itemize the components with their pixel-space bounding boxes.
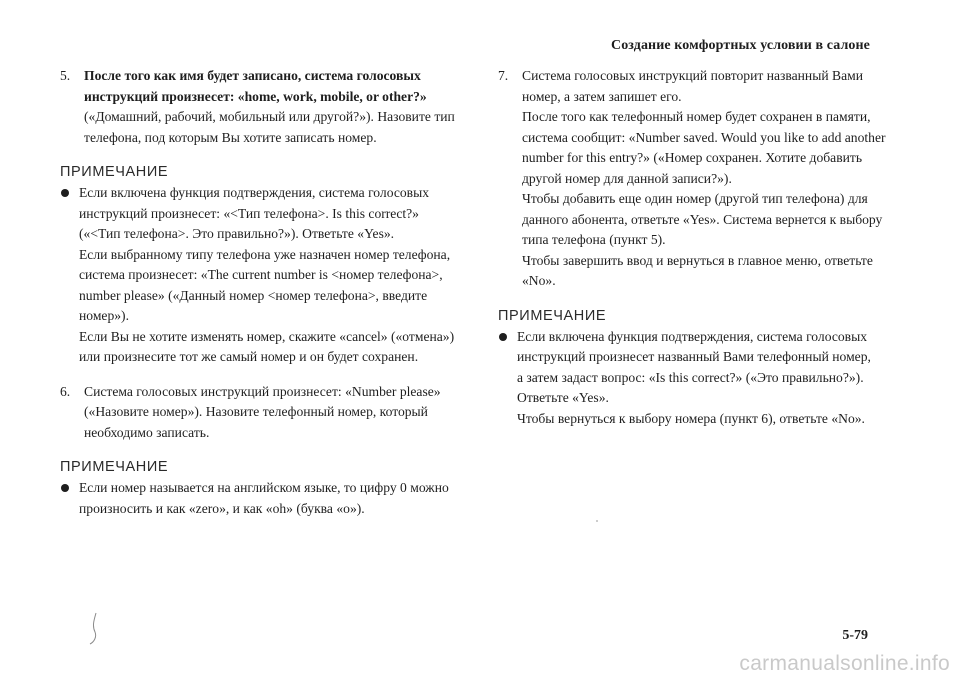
text-line: Если включена функция подтверждения, система голосовых [517,328,868,344]
text-line: Если выбранному типу телефона уже назначен номер телефона, [79,246,451,262]
step-6 [60,382,470,444]
text-line: типа телефона (пункт 5). [522,232,666,247]
text-line: Чтобы добавить еще один номер (другой тип телефона) для [522,191,868,206]
note-item [60,183,470,368]
note-title: ПРИМЕЧАНИЕ [60,459,169,475]
text-line: Если включена функция подтверждения, система голосовых [79,185,430,200]
text-line: инструкций произнесет: «home, work, mobile, or other?» [84,88,427,104]
step-text [84,66,470,148]
text-line: данного абонента, ответьте «Yes». Система вернется к выбору [522,211,883,227]
text-line: Чтобы вернуться к выбору номера (пункт 6), ответьте «No». [517,410,865,426]
scan-speck [596,520,598,522]
text-line: необходимо записать. [84,424,210,440]
text-line: номер, а затем запишет его. [522,88,682,104]
note-block [498,306,888,430]
note-item [60,478,470,519]
text-line: Если номер называется на английском языке, то цифру 0 можно [79,480,449,495]
text-line: («Назовите номер»). Назовите телефонный номер, который [84,404,428,419]
note-item [498,327,888,430]
text-line: а затем задаст вопрос: «Is this correct?» («Это правильно?»). [517,369,864,385]
text-line: Если Вы не хотите изменять номер, скажите «cancel» («отмена») [79,328,455,344]
text-line: другой номер для данной записи?»). [522,170,732,186]
text-line: После того как телефонный номер будет сохранен в памяти, [522,109,871,124]
text-line: После того как имя будет записано, система голосовых [84,68,421,83]
text-line [84,66,470,87]
step-number: 5. [60,68,71,83]
text-line: «No». [522,273,556,288]
note-text [79,183,470,368]
bullet-icon [61,484,69,492]
text-line: Система голосовых инструкций повторит названный Вами [522,68,863,83]
watermark: carmanualsonline.info [739,652,950,675]
text-line: инструкций произнесет названный Вами телефонный номер, [517,349,871,364]
text-line: произносить и как «zero», и как «oh» (буква «o»). [79,500,365,516]
text-line: Ответьте «Yes». [517,390,609,405]
text-line: номер»). [79,308,129,323]
text-line: система произнесет: «The current number is <номер телефона>, [79,267,443,282]
section-header: Создание комфортных условии в салоне [610,38,870,53]
text-line: телефона, под которым Вы хотите записать номер. [84,129,377,145]
step-text [522,66,888,292]
text-line: number for this entry?» («Номер сохранен. Хотите добавить [522,150,863,165]
bullet-icon [499,333,507,341]
note-block [60,162,470,368]
bullet-icon [61,189,69,197]
text-line: инструкций произнесет: «<Тип телефона>. Is this correct?» [79,205,419,221]
note-title: ПРИМЕЧАНИЕ [498,307,607,324]
left-column [60,66,470,533]
step-number: 7. [498,68,509,83]
step-7 [498,66,888,292]
text-line: или произнесите тот же самый номер и он будет сохранен. [79,349,419,364]
text-line: number please» («Данный номер <номер телефона>, введите [79,287,428,303]
text-line: («<Тип телефона>. Это правильно?»). Ответьте «Yes». [79,226,395,241]
note-title: ПРИМЕЧАНИЕ [60,164,169,180]
note-text [79,478,470,519]
pencil-mark-icon [88,612,102,646]
step-number: 6. [60,383,71,399]
text-line: («Домашний, рабочий, мобильный или другой?»). Назовите тип [84,109,455,124]
step-5 [60,66,470,148]
note-block [60,457,470,519]
text-line: Система голосовых инструкций произнесет: «Number please» [84,383,441,399]
page-number: 5-79 [842,628,868,643]
step-text [84,382,470,444]
right-column [498,66,888,443]
text-line: система сообщит: «Number saved. Would you like to add another [522,129,886,145]
text-line: Чтобы завершить ввод и вернуться в главное меню, ответьте [522,252,873,268]
note-text [517,327,888,430]
